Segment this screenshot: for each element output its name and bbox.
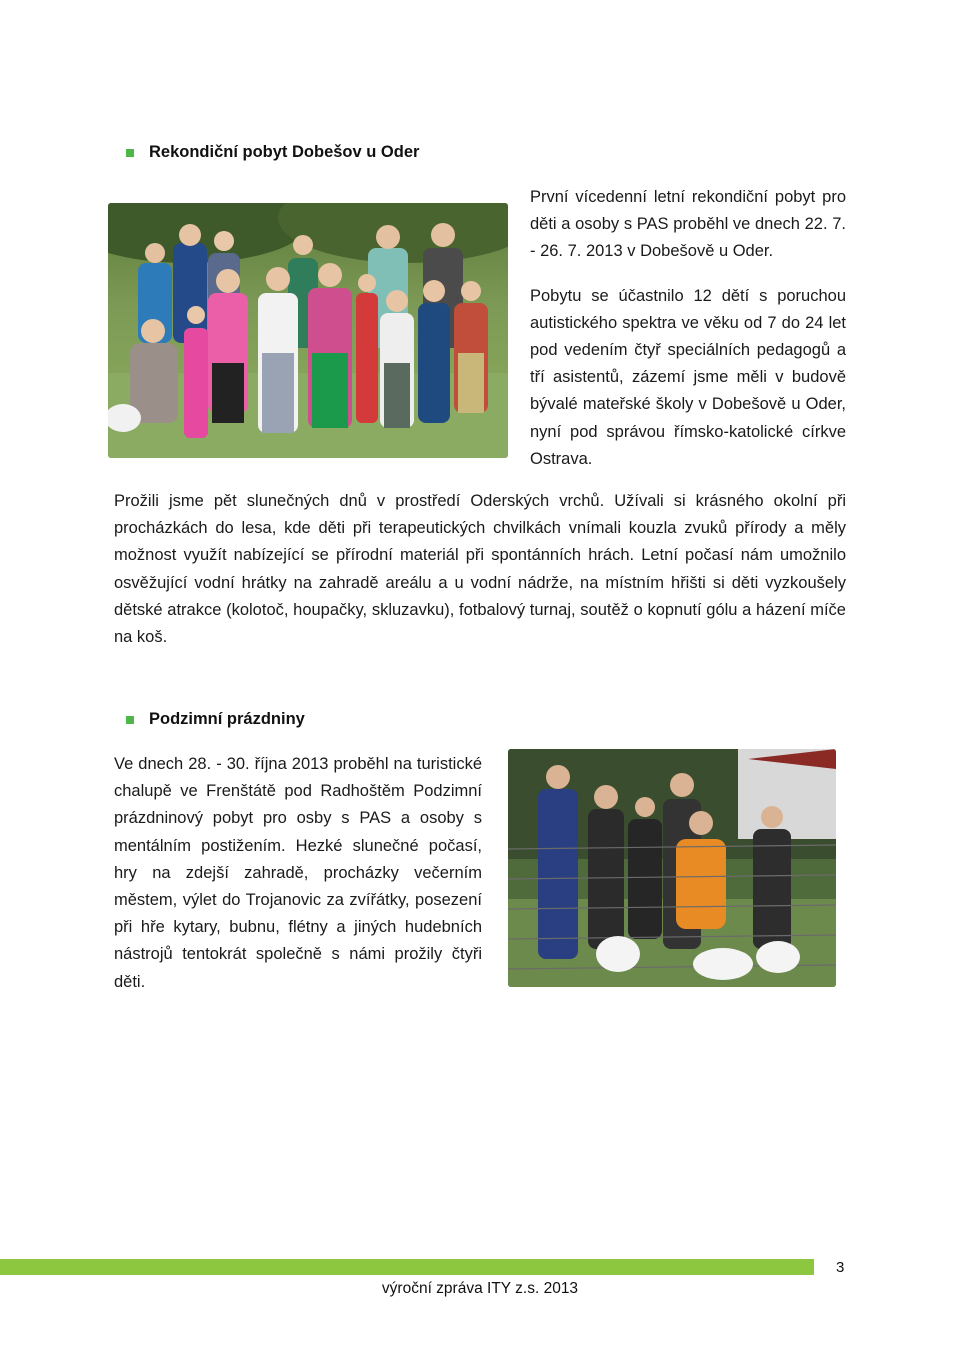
paragraph: Prožili jsme pět slunečných dnů v prostředí Oderských vrchů. Užívali si krásného okolní při procházkách do lesa, kde děti při terapeutických chvilkách vnímali kouzla zvuků přírody a měly možnost využít nabízející se přírodní materiál při spontánních hrách. Letní počasí nám umožnilo osvěžující vodní hrátky na zahradě areálu a u vodní nádrže, na místním hřišti si děti vyzkoušely dětské atrakce (kolotoč, houpačky, skluzavku), fotbalový turnaj, soutěž o kopnutí gólu a házení míče na koš. [114,492,846,647]
page-number: 3 [836,1259,845,1276]
section2-text [114,751,482,996]
paragraph: Pobytu se účastnilo 12 dětí s poruchou autistického spektra ve věku od 7 do 24 let pod vedením čtyř speciálních pedagogů a tří asistentů, zázemí jsme měli v budově bývalé mateřské školy v Dobešově u Oder, nyní pod správou římsko-katolické církve Ostrava. [530,286,846,468]
section-heading-rekondicni-pobyt [126,143,419,162]
footer-green-bar [0,1259,814,1275]
group-photo-dobesov [108,203,508,458]
group-photo-frenstat [508,749,836,987]
paragraph: Ve dnech 28. - 30. října 2013 proběhl na turistické chalupě ve Frenštátě pod Radhoštěm Podzimní prázdninový pobyt pro osby s PAS a osoby s mentálním postižením. Hezké slunečné počasí, hry na zdejší zahradě, procházky večerním městem, výlet do Trojanovic za zvířátky, posezení při hře kytary, bubnu, flétny a jiných hudebních nástrojů tentokrát společně s námi prožily čtyři děti. [114,755,482,991]
heading-text: Rekondiční pobyt Dobešov u Oder [149,143,420,161]
heading-text: Podzimní prázdniny [149,710,305,728]
green-square-bullet-icon [126,149,134,157]
paragraph: První vícedenní letní rekondiční pobyt pro děti a osoby s PAS proběhl ve dnech 22. 7. - 26. 7. 2013 v Dobešově u Oder. [530,188,846,261]
green-square-bullet-icon [126,716,134,724]
section1-body-text [114,488,846,651]
section-heading-podzimni-prazdniny [126,710,305,729]
section1-intro-text [530,184,846,473]
footer-text: výroční zpráva ITY z.s. 2013 [381,1280,579,1297]
